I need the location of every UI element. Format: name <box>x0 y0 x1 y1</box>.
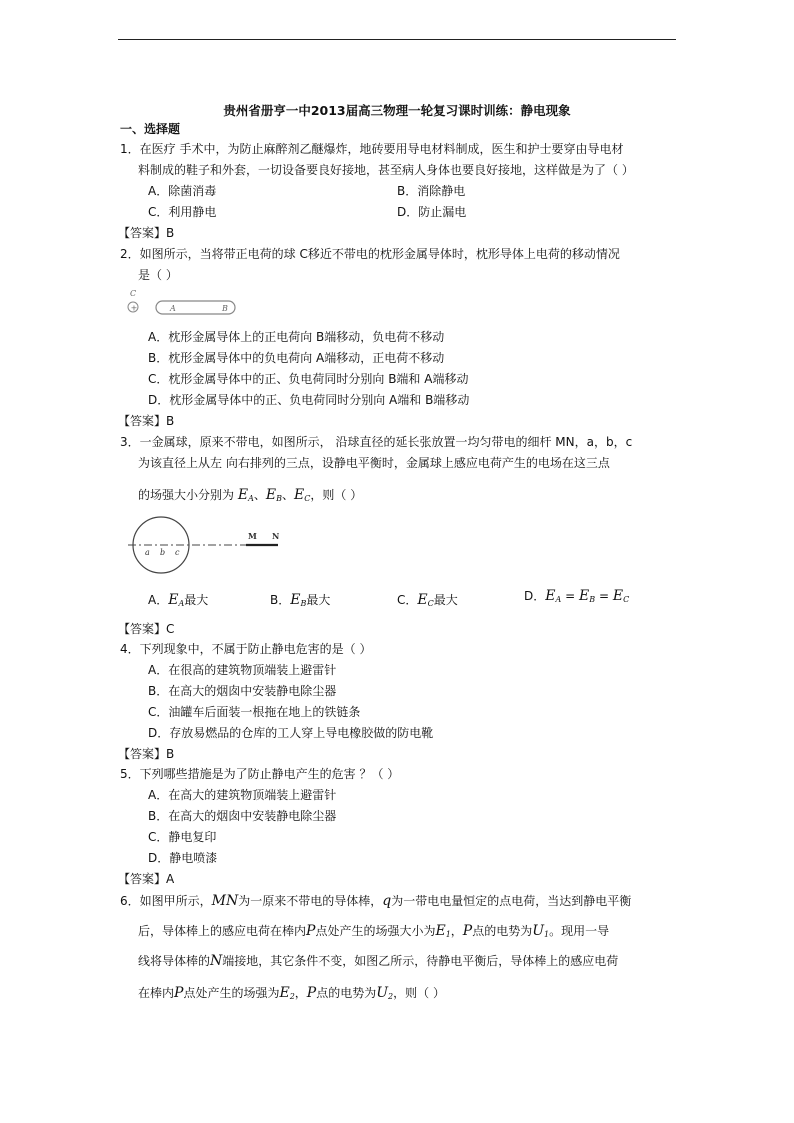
q3-fig-label-c: c <box>175 548 180 557</box>
q3-ec: $E_C$ <box>294 487 311 503</box>
q3-option-c: C．$E_C$最大 <box>397 592 458 608</box>
q3-answer: 【答案】C <box>118 622 175 636</box>
q3-eb: $E_B$ <box>265 487 282 503</box>
q2-fig-plus: + <box>130 303 138 313</box>
q6-text-line2: 后，导体棒上的感应电荷在棒内P点处产生的场强大小为$E_1$，P点的电势为$U_1$。现用一导 <box>138 923 610 939</box>
q2-text-line1: 2．如图所示，当将带正电荷的球 C移近不带电的枕形金属导体时，枕形导体上电荷的移动情况 <box>120 247 620 261</box>
q1-option-a: A．除菌消毒 <box>148 184 217 198</box>
q4-answer: 【答案】B <box>118 747 175 761</box>
q3-line3-tail: ，则（ ） <box>310 488 363 502</box>
header-rule <box>118 39 676 40</box>
q4-option-b: B．在高大的烟囱中安装静电除尘器 <box>148 684 337 698</box>
q4-option-a: A．在很高的建筑物顶端装上避雷针 <box>148 663 337 677</box>
q1-option-d: D．防止漏电 <box>397 205 467 219</box>
q3-option-d: D．$E_A = E_B = E_C$ <box>524 588 630 604</box>
page-title: 贵州省册亨一中2013届高三物理一轮复习课时训练：静电现象 <box>223 103 571 118</box>
q3-sep1: 、 <box>253 488 266 502</box>
q1-answer: 【答案】B <box>118 226 175 240</box>
q3-text-line1: 3．一金属球，原来不带电，如图所示， 沿球直径的延长张放置一均匀带电的细杆 MN，a，b，c <box>120 435 633 449</box>
q1-option-c: C．利用静电 <box>148 205 217 219</box>
q2-answer: 【答案】B <box>118 414 175 428</box>
q3-fig-label-n: N <box>272 531 280 541</box>
q3-line3-lead: 的场强大小分别为 <box>138 488 235 502</box>
q4-text-line1: 4．下列现象中，不属于防止静电危害的是（ ） <box>120 642 372 656</box>
q2-option-a: A．枕形金属导体上的正电荷向 B端移动，负电荷不移动 <box>148 330 445 344</box>
q1-text-line1: 1．在医疗 手术中，为防止麻醉剂乙醚爆炸，地砖要用导电材料制成，医生和护士要穿由导电材 <box>120 142 624 156</box>
q3-option-a: A．$E_A$最大 <box>148 592 209 608</box>
q3-text-line2: 为该直径上从左 向右排列的三点，设静电平衡时，金属球上感应电荷产生的电场在这三点 <box>138 456 610 470</box>
q2-fig-label-b: B <box>222 304 228 313</box>
q5-option-d: D．静电喷漆 <box>148 851 218 865</box>
q5-option-c: C．静电复印 <box>148 830 217 844</box>
q2-text-line2: 是（ ） <box>138 268 178 282</box>
q5-answer: 【答案】A <box>118 872 175 886</box>
q2-option-c: C．枕形金属导体中的正、负电荷同时分别向 B端和 A端移动 <box>148 372 469 386</box>
q3-option-b: B．$E_B$最大 <box>270 592 331 608</box>
q3-fig-label-m: M <box>248 531 257 541</box>
q5-option-a: A．在高大的建筑物顶端装上避雷针 <box>148 788 337 802</box>
q2-option-d: D．枕形金属导体中的正、负电荷同时分别向 A端和 B端移动 <box>148 393 470 407</box>
q2-fig-label-a: A <box>170 304 176 313</box>
q2-figure <box>124 286 239 320</box>
q3-fig-label-a: a <box>145 548 150 557</box>
q6-text-line1: 6．如图甲所示，MN为一原来不带电的导体棒，q为一带电电量恒定的点电荷，当达到静电平衡 <box>120 893 632 909</box>
q2-option-b: B．枕形金属导体中的负电荷向 A端移动，正电荷不移动 <box>148 351 445 365</box>
q3-figure <box>126 515 286 575</box>
q5-text-line1: 5．下列哪些措施是为了防止静电产生的危害 ？（ ） <box>120 767 400 781</box>
q5-option-b: B．在高大的烟囱中安装静电除尘器 <box>148 809 337 823</box>
q1-option-b: B．消除静电 <box>397 184 466 198</box>
q1-text-line2: 料制成的鞋子和外套，一切设备要良好接地，甚至病人身体也要良好接地，这样做是为了（ ） <box>138 163 634 177</box>
q3-sep2: 、 <box>282 488 295 502</box>
q3-fig-label-b: b <box>160 548 166 557</box>
q3-text-line3 <box>138 487 362 507</box>
section-heading: 一、选择题 <box>120 122 181 136</box>
q4-option-c: C．油罐车后面装一根拖在地上的铁链条 <box>148 705 361 719</box>
q2-fig-label-c: C <box>130 289 137 298</box>
q6-text-line4: 在棒内P点处产生的场强为$E_2$，P点的电势为$U_2$，则（ ） <box>138 985 445 1001</box>
q6-text-line3: 线将导体棒的N端接地，其它条件不变，如图乙所示，待静电平衡后，导体棒上的感应电荷 <box>138 953 619 969</box>
q3-ea: $E_A$ <box>237 487 254 503</box>
q4-option-d: D．存放易燃品的仓库的工人穿上导电橡胶做的防电靴 <box>148 726 434 740</box>
